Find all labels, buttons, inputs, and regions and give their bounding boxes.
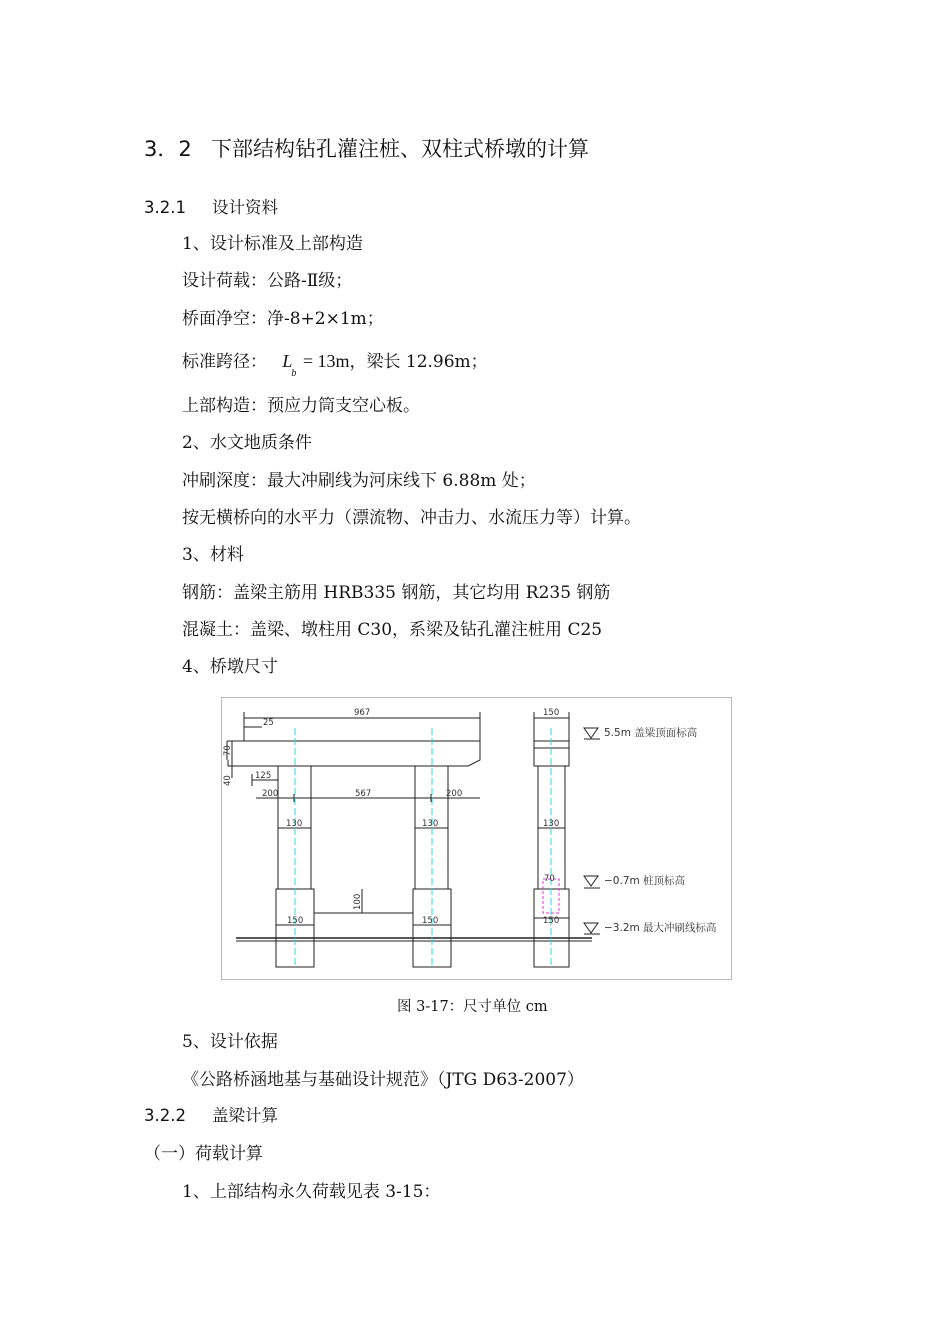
design-code: 《公路桥涵地基与基础设计规范》（JTG D63-2007） [182,1070,584,1090]
subsection-number: 3.2.1 [144,198,186,217]
dim-left-200: 200 [262,789,279,799]
item-pier-dimensions: 4、桥墩尺寸 [182,657,278,677]
dim-pile-right: 150 [422,916,439,926]
item-design-standard: 1、设计标准及上部构造 [182,234,363,254]
dim-column-spacing: 567 [355,789,372,799]
dim-side-cap: 150 [543,708,560,718]
dim-total-width: 967 [354,708,371,718]
span-symbol: L [282,351,293,371]
scour-depth: 冲刷深度：最大冲刷线为河床线下 6.88m 处； [182,471,536,491]
dim-right-200: 200 [446,789,463,799]
figure-caption: 图 3-17：尺寸单位 cm [397,999,548,1015]
subsection-number-2: 3.2.2 [144,1106,186,1125]
dim-pile-left: 150 [287,916,304,926]
design-load: 设计荷载：公路-Ⅱ级； [182,271,353,291]
level-scour-line: −3.2m 最大冲刷线标高 [604,922,717,934]
dim-side-column: 130 [543,819,560,829]
section-number: 3．2 [144,137,192,161]
pier-drawing [221,697,732,980]
rebar: 钢筋：盖梁主筋用 HRB335 钢筋，其它均用 R235 钢筋 [182,583,611,603]
dim-125: 125 [255,771,272,781]
span-value: = 13m [302,351,350,371]
dim-cap-taper: 40 [223,775,233,786]
superstructure: 上部构造：预应力筒支空心板。 [182,396,420,416]
item-hydrogeology: 2、水文地质条件 [182,433,312,453]
item-design-basis: 5、设计依据 [182,1032,278,1052]
item-materials: 3、材料 [182,545,244,565]
dim-cap-height: 70 [223,745,233,756]
load-calculation: （一）荷载计算 [144,1144,263,1164]
dim-tie-beam: 100 [353,893,363,910]
span-subscript: b [291,368,297,379]
dim-side-pile: 150 [543,916,560,926]
span-label: 标准跨径： [182,352,267,372]
concrete: 混凝土：盖梁、墩柱用 C30，系梁及钻孔灌注桩用 C25 [182,620,603,640]
subsection-title: 设计资料 [212,198,278,217]
horizontal-force: 按无横桥向的水平力（漂流物、冲击力、水流压力等）计算。 [182,508,641,528]
subsection-title-2: 盖梁计算 [212,1106,278,1125]
dim-column-right: 130 [422,819,439,829]
beam-length: ，梁长 12.96m； [349,352,488,372]
permanent-load: 1、上部结构永久荷载见表 3-15： [182,1182,441,1202]
level-pile-top: −0.7m 桩顶标高 [604,875,686,887]
standard-span [182,350,488,379]
level-cap-top: 5.5m 盖梁顶面标高 [604,727,698,739]
deck-clearance: 桥面净空：净-8+2×1m； [182,309,384,329]
dim-column-left: 130 [286,819,303,829]
section-title: 下部结构钻孔灌注桩、双柱式桥墩的计算 [211,137,589,161]
dim-cantilever: 25 [263,718,274,728]
dim-side-pile-top: 70 [544,874,555,884]
